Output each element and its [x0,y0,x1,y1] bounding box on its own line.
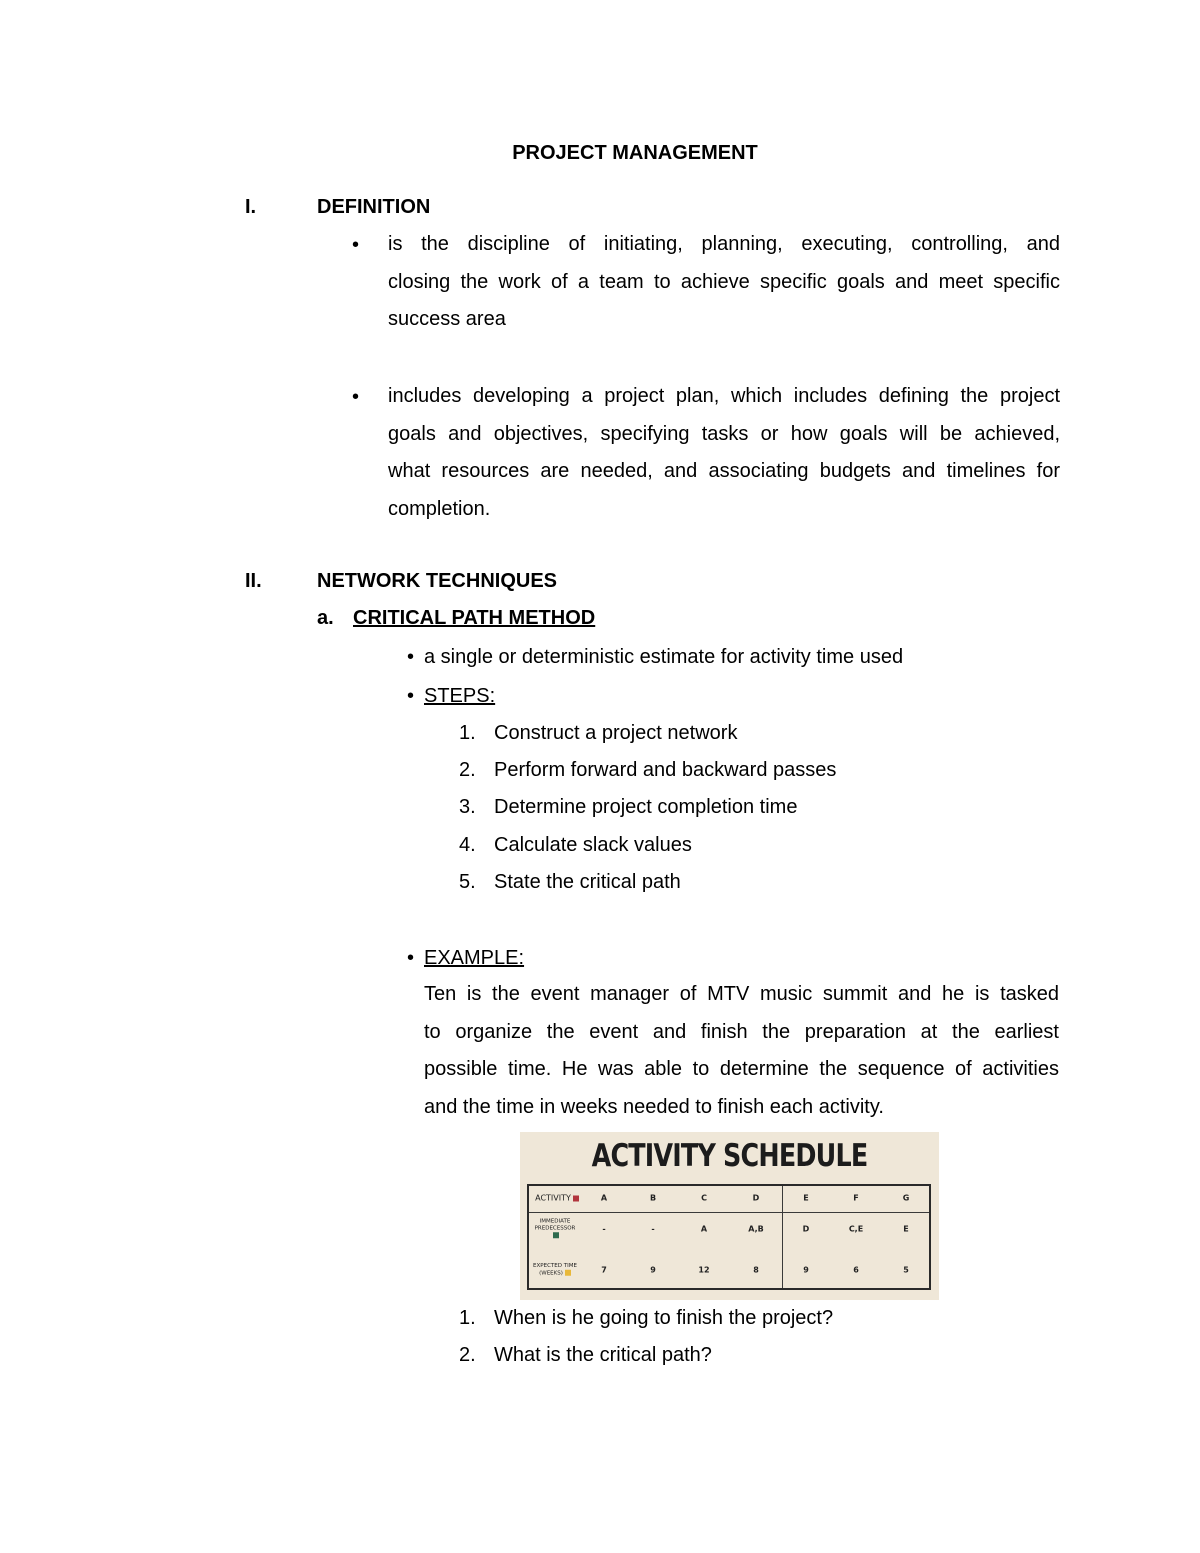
text-line: completion. [388,497,491,520]
schedule-cell: E [803,1193,809,1203]
example-paragraph [424,976,1059,1126]
step-number: 2. [459,759,476,781]
schedule-cell: 9 [803,1265,809,1275]
schedule-cell: A [700,1224,708,1234]
schedule-row-label-text: IMMEDIATE PREDECESSOR [534,1218,576,1232]
color-swatch-icon [565,1270,571,1276]
text-line: closing the work of a team to achieve specific goals and meet specific [388,270,1060,293]
section-1-title: DEFINITION [317,196,431,218]
schedule-cell: 6 [853,1265,859,1275]
schedule-cell: E [903,1224,909,1234]
schedule-cell: D [752,1193,760,1203]
example-label: EXAMPLE: [424,947,525,969]
text-line: possible time. He was able to determine the sequence of activities [424,1058,1059,1081]
text-line: Ten is the event manager of MTV music summit and he is tasked [424,983,1059,1005]
bullet-dot: • [407,646,415,668]
table-divider [782,1186,783,1288]
step-text: Perform forward and backward passes [494,759,837,781]
schedule-row-label-text: ACTIVITY [535,1193,571,1203]
section-2-title: NETWORK TECHNIQUES [317,570,557,592]
schedule-cell: B [649,1193,657,1203]
section-1-number: I. [245,196,257,218]
text-line: what resources are needed, and associating budgets and timelines for [388,460,1060,483]
subsection-letter: a. [317,607,334,629]
schedule-cell: G [902,1193,910,1203]
question-number: 1. [459,1307,476,1329]
schedule-row-label [533,1263,577,1278]
schedule-cell: 8 [753,1265,759,1275]
bullet-dot: • [407,685,415,707]
steps-label: STEPS: [424,685,496,707]
estimate-bullet-text: a single or deterministic estimate for activity time used [424,646,904,668]
activity-schedule-table [527,1184,931,1290]
schedule-cell: 5 [903,1265,909,1275]
schedule-cell: 7 [601,1265,607,1275]
text-line: success area [388,308,506,331]
definition-paragraph-2 [388,378,1060,528]
step-text: Construct a project network [494,722,738,744]
question-text: When is he going to finish the project? [494,1307,834,1329]
text-line: is the discipline of initiating, planning, executing, controlling, and [388,233,1060,255]
schedule-cell: C [701,1193,707,1203]
activity-schedule-title: ACTIVITY SCHEDULE [591,1138,868,1174]
activity-schedule-image [520,1132,939,1300]
bullet-dot: • [352,386,360,408]
schedule-cell: - [651,1224,655,1234]
step-text: Calculate slack values [494,834,692,856]
subsection-title: CRITICAL PATH METHOD [353,607,596,629]
step-number: 3. [459,796,476,818]
question-number: 2. [459,1344,476,1366]
text-line: and the time in weeks needed to finish each activity. [424,1095,884,1118]
schedule-row-label [533,1218,577,1240]
step-number: 5. [459,871,476,893]
step-text: Determine project completion time [494,796,798,818]
step-text: State the critical path [494,871,681,893]
text-line: includes developing a project plan, which includes defining the project [388,385,1060,407]
bullet-dot: • [407,947,415,969]
schedule-cell: A,B [748,1224,764,1234]
definition-paragraph-1 [388,226,1060,339]
text-line: to organize the event and finish the preparation at the earliest [424,1020,1059,1043]
schedule-cell: D [802,1224,810,1234]
color-swatch-icon [573,1195,579,1201]
schedule-cell: 12 [698,1265,710,1275]
step-number: 1. [459,722,476,744]
section-2-number: II. [245,570,262,592]
schedule-row-label-text: EXPECTED TIME (WEEKS) [533,1262,577,1277]
color-swatch-icon [553,1232,559,1238]
schedule-cell: 9 [650,1265,656,1275]
schedule-cell: A [600,1193,608,1203]
step-number: 4. [459,834,476,856]
bullet-dot: • [352,234,360,256]
text-line: goals and objectives, specifying tasks or how goals will be achieved, [388,422,1060,445]
page-title: PROJECT MANAGEMENT [512,142,758,164]
question-text: What is the critical path? [494,1344,712,1366]
schedule-cell: - [602,1224,606,1234]
schedule-cell: F [853,1193,859,1203]
table-divider [529,1212,929,1213]
schedule-cell: C,E [848,1224,864,1234]
schedule-row-label [527,1195,587,1202]
